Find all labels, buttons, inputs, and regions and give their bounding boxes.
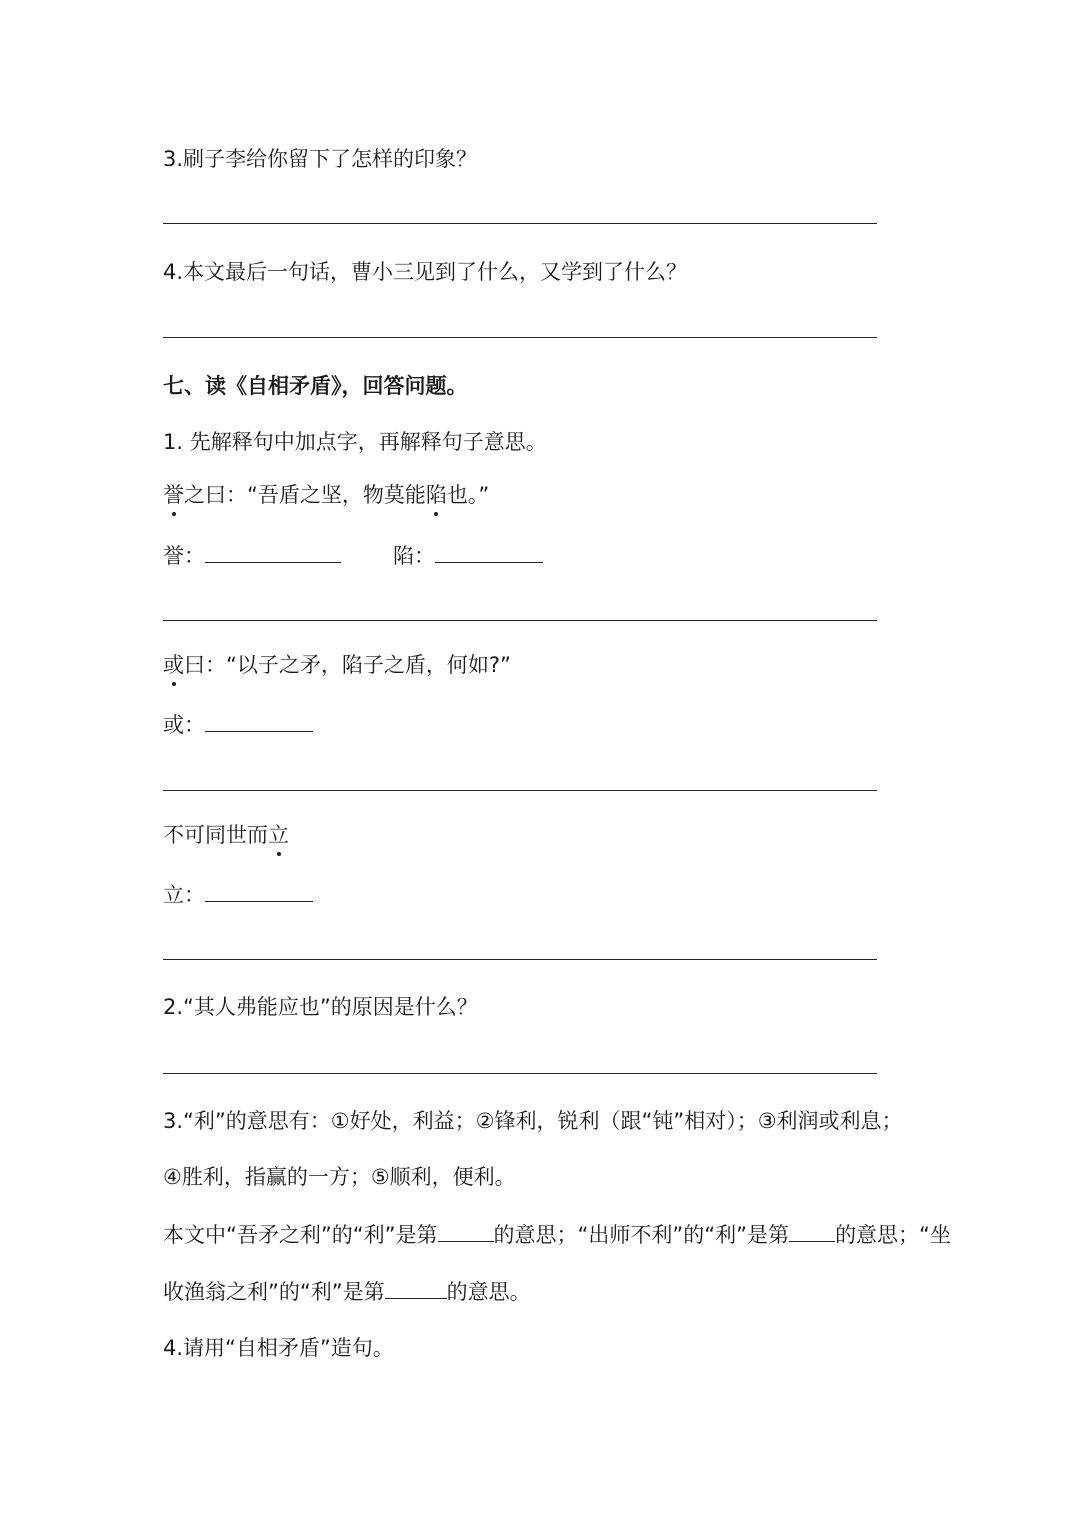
sentence-2 xyxy=(163,650,511,680)
fill-blank[interactable] xyxy=(789,1219,835,1242)
answer-line[interactable] xyxy=(163,223,877,224)
dotted-char: 立 xyxy=(268,820,289,850)
fill-blank[interactable] xyxy=(205,709,313,732)
answer-line[interactable] xyxy=(163,959,877,960)
sentence-text: 曰：“以子之矛，陷子之盾，何如?” xyxy=(184,653,511,677)
question-text: 的意思。 xyxy=(446,1280,531,1304)
sub-question-3-line-3 xyxy=(163,1219,951,1250)
answer-label: 陷： xyxy=(393,544,435,568)
dotted-char: 陷 xyxy=(426,480,447,510)
fill-blank[interactable] xyxy=(435,540,543,563)
answer-label: 立： xyxy=(163,883,205,907)
question-4-prev: 4.本文最后一句话，曹小三见到了什么，又学到了什么？ xyxy=(163,260,688,284)
question-text: 的意思；“出师不利”的“利”是第 xyxy=(493,1223,790,1247)
answer-row-2 xyxy=(163,709,313,740)
sub-question-3-line-4 xyxy=(163,1276,531,1307)
answer-line[interactable] xyxy=(163,620,877,621)
question-text: 本文中“吾矛之利”的“利”是第 xyxy=(163,1223,438,1247)
fill-blank[interactable] xyxy=(205,879,313,902)
sub-question-4: 4.请用“自相矛盾”造句。 xyxy=(163,1336,394,1360)
answer-row-3 xyxy=(163,879,313,910)
sub-question-1: 1. 先解释句中加点字，再解释句子意思。 xyxy=(163,430,547,454)
fill-blank[interactable] xyxy=(438,1219,494,1242)
sentence-text: 也。” xyxy=(446,483,490,507)
question-text: 收渔翁之利”的“利”是第 xyxy=(163,1280,385,1304)
section-7-title: 七、读《自相矛盾》，回答问题。 xyxy=(163,374,468,398)
sentence-text: 不可同世而 xyxy=(163,823,268,847)
sub-question-2: 2.“其人弗能应也”的原因是什么？ xyxy=(163,995,478,1019)
fill-blank[interactable] xyxy=(385,1276,447,1299)
fill-blank[interactable] xyxy=(205,540,341,563)
answer-line[interactable] xyxy=(163,337,877,338)
sentence-text: 之曰：“吾盾之坚，物莫能 xyxy=(184,483,426,507)
sentence-1 xyxy=(163,480,489,510)
answer-line[interactable] xyxy=(163,1073,877,1074)
question-text: 的意思；“坐 xyxy=(835,1223,951,1247)
answer-line[interactable] xyxy=(163,790,877,791)
sub-question-3-line-2: ④胜利，指赢的一方；⑤顺利，便利。 xyxy=(163,1165,516,1189)
answer-label: 誉： xyxy=(163,544,205,568)
sentence-3 xyxy=(163,820,289,850)
dotted-char: 或 xyxy=(163,650,184,680)
sub-question-3-line-1: 3.“利”的意思有：①好处，利益；②锋利，锐利（跟“钝”相对）；③利润或利息； xyxy=(163,1109,903,1133)
question-3-prev: 3.刷子李给你留下了怎样的印象？ xyxy=(163,147,478,171)
answer-label: 或： xyxy=(163,713,205,737)
dotted-char: 誉 xyxy=(163,480,184,510)
answer-row-1 xyxy=(163,540,543,571)
